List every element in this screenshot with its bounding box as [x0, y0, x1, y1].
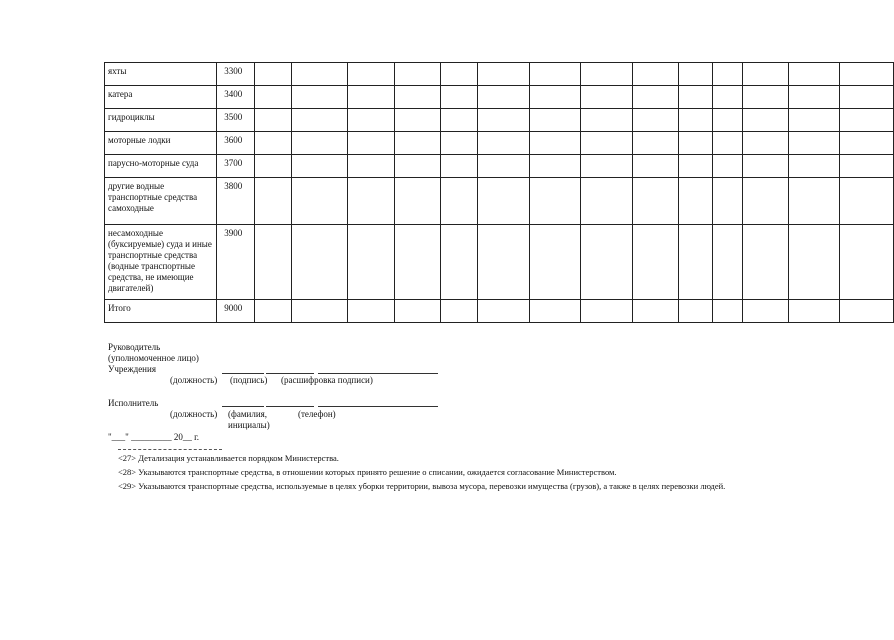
- head-caption-decode: (расшифровка подписи): [281, 375, 373, 385]
- data-cell: [632, 225, 679, 300]
- data-cell: [394, 155, 441, 178]
- row-code-cell: 3300: [217, 63, 255, 86]
- data-cell: [581, 109, 632, 132]
- data-cell: [348, 155, 395, 178]
- data-cell: [254, 300, 291, 323]
- head-caption-signature: (подпись): [230, 375, 268, 385]
- data-cell: [713, 225, 742, 300]
- data-cell: [679, 178, 713, 225]
- head-position-line: [222, 373, 264, 374]
- data-cell: [394, 63, 441, 86]
- executor-label: Исполнитель: [108, 398, 159, 408]
- data-cell: [254, 155, 291, 178]
- data-cell: [478, 132, 529, 155]
- row-name-cell: яхты: [105, 63, 217, 86]
- executor-position-line: [222, 406, 264, 407]
- table-row: [105, 178, 894, 225]
- data-cell: [529, 63, 580, 86]
- data-cell: [291, 109, 347, 132]
- data-cell: [478, 86, 529, 109]
- data-cell: [291, 300, 347, 323]
- head-signature-line: [266, 373, 314, 374]
- head-decode-line: [318, 373, 438, 374]
- row-code-cell: 3900: [217, 225, 255, 300]
- row-code-cell: 3600: [217, 132, 255, 155]
- data-cell: [348, 86, 395, 109]
- data-cell: [478, 225, 529, 300]
- row-code-cell: 9000: [217, 300, 255, 323]
- data-cell: [394, 300, 441, 323]
- data-cell: [839, 225, 893, 300]
- data-cell: [529, 86, 580, 109]
- data-cell: [441, 63, 478, 86]
- data-cell: [348, 178, 395, 225]
- executor-caption-name-2: инициалы): [228, 420, 270, 430]
- data-cell: [394, 86, 441, 109]
- data-cell: [394, 132, 441, 155]
- data-cell: [632, 63, 679, 86]
- data-cell: [529, 109, 580, 132]
- data-cell: [742, 300, 789, 323]
- data-cell: [529, 178, 580, 225]
- data-cell: [713, 132, 742, 155]
- data-cell: [679, 132, 713, 155]
- data-cell: [742, 178, 789, 225]
- data-cell: [348, 225, 395, 300]
- table-row: [105, 132, 894, 155]
- data-cell: [581, 155, 632, 178]
- executor-caption-phone: (телефон): [298, 409, 336, 419]
- row-name-cell: катера: [105, 86, 217, 109]
- table-row: [105, 300, 894, 323]
- data-cell: [478, 300, 529, 323]
- row-name-cell: гидроциклы: [105, 109, 217, 132]
- footnote-27: <27> Детализация устанавливается порядком Министерства.: [118, 453, 339, 463]
- data-cell: [742, 86, 789, 109]
- data-cell: [713, 178, 742, 225]
- data-cell: [291, 155, 347, 178]
- row-name-cell: моторные лодки: [105, 132, 217, 155]
- vehicles-table: [104, 62, 894, 323]
- data-cell: [441, 300, 478, 323]
- executor-caption-position: (должность): [170, 409, 218, 419]
- row-code-cell: 3700: [217, 155, 255, 178]
- data-cell: [581, 178, 632, 225]
- data-cell: [529, 132, 580, 155]
- data-cell: [632, 132, 679, 155]
- data-cell: [581, 132, 632, 155]
- data-cell: [679, 225, 713, 300]
- footnote-29: <29> Указываются транспортные средства, используемые в целях уборки территории, вывоза мусора, перевозки имущества (грузов), а также в целях перевозки людей.: [118, 481, 726, 491]
- data-cell: [529, 300, 580, 323]
- data-cell: [839, 63, 893, 86]
- table-body: [105, 63, 894, 323]
- data-cell: [632, 178, 679, 225]
- data-cell: [581, 86, 632, 109]
- data-cell: [789, 178, 839, 225]
- data-cell: [581, 225, 632, 300]
- executor-name-line: [266, 406, 314, 407]
- data-cell: [713, 86, 742, 109]
- data-cell: [581, 300, 632, 323]
- data-cell: [478, 109, 529, 132]
- executor-caption-name-1: (фамилия,: [228, 409, 268, 419]
- data-cell: [254, 178, 291, 225]
- data-cell: [789, 225, 839, 300]
- footnote-28: <28> Указываются транспортные средства, в отношении которых принято решение о списании, ожидается согласование Министерством.: [118, 467, 617, 477]
- row-name-cell: парусно-моторные суда: [105, 155, 217, 178]
- data-cell: [742, 63, 789, 86]
- row-name-cell: Итого: [105, 300, 217, 323]
- data-cell: [478, 155, 529, 178]
- table-row: [105, 155, 894, 178]
- data-cell: [789, 132, 839, 155]
- data-cell: [291, 132, 347, 155]
- data-cell: [441, 86, 478, 109]
- data-cell: [478, 178, 529, 225]
- data-cell: [839, 155, 893, 178]
- head-label-line2: (уполномоченное лицо): [108, 353, 199, 363]
- data-cell: [632, 86, 679, 109]
- table-row: [105, 86, 894, 109]
- data-cell: [789, 109, 839, 132]
- data-cell: [713, 109, 742, 132]
- data-cell: [441, 225, 478, 300]
- data-cell: [348, 63, 395, 86]
- row-code-cell: 3800: [217, 178, 255, 225]
- data-cell: [254, 86, 291, 109]
- data-cell: [679, 86, 713, 109]
- data-cell: [713, 155, 742, 178]
- data-cell: [679, 63, 713, 86]
- data-cell: [581, 63, 632, 86]
- data-cell: [679, 300, 713, 323]
- data-cell: [291, 86, 347, 109]
- data-cell: [839, 132, 893, 155]
- data-cell: [632, 109, 679, 132]
- row-code-cell: 3500: [217, 109, 255, 132]
- date-line: "___" _________ 20__ г.: [108, 432, 200, 442]
- data-cell: [789, 300, 839, 323]
- data-cell: [742, 109, 789, 132]
- data-cell: [394, 225, 441, 300]
- data-cell: [529, 225, 580, 300]
- data-cell: [348, 300, 395, 323]
- data-cell: [789, 86, 839, 109]
- data-cell: [742, 225, 789, 300]
- data-cell: [742, 155, 789, 178]
- table-row: [105, 225, 894, 300]
- data-cell: [348, 109, 395, 132]
- data-cell: [254, 63, 291, 86]
- head-label-line3: Учреждения: [108, 364, 156, 374]
- data-cell: [254, 132, 291, 155]
- data-cell: [713, 300, 742, 323]
- row-name-cell: несамоходные (буксируемые) суда и иные транспортные средства (водные транспортные средства, не имеющие двигателей): [105, 225, 217, 300]
- data-cell: [839, 109, 893, 132]
- data-cell: [394, 178, 441, 225]
- data-cell: [441, 178, 478, 225]
- row-name-cell: другие водные транспортные средства самоходные: [105, 178, 217, 225]
- data-cell: [291, 178, 347, 225]
- table-row: [105, 109, 894, 132]
- data-cell: [679, 109, 713, 132]
- data-cell: [441, 155, 478, 178]
- data-cell: [441, 109, 478, 132]
- table-row: [105, 63, 894, 86]
- data-cell: [291, 225, 347, 300]
- data-cell: [394, 109, 441, 132]
- data-cell: [478, 63, 529, 86]
- data-cell: [254, 109, 291, 132]
- head-label-line1: Руководитель: [108, 342, 161, 352]
- data-cell: [839, 86, 893, 109]
- footnote-separator: [118, 449, 222, 450]
- row-code-cell: 3400: [217, 86, 255, 109]
- data-cell: [839, 178, 893, 225]
- data-cell: [839, 300, 893, 323]
- data-cell: [254, 225, 291, 300]
- data-cell: [789, 63, 839, 86]
- data-cell: [348, 132, 395, 155]
- data-cell: [632, 155, 679, 178]
- data-cell: [713, 63, 742, 86]
- data-cell: [789, 155, 839, 178]
- data-cell: [679, 155, 713, 178]
- data-cell: [529, 155, 580, 178]
- head-caption-position: (должность): [170, 375, 218, 385]
- data-cell: [742, 132, 789, 155]
- footnotes: [108, 453, 853, 495]
- data-cell: [291, 63, 347, 86]
- executor-phone-line: [318, 406, 438, 407]
- data-cell: [441, 132, 478, 155]
- data-cell: [632, 300, 679, 323]
